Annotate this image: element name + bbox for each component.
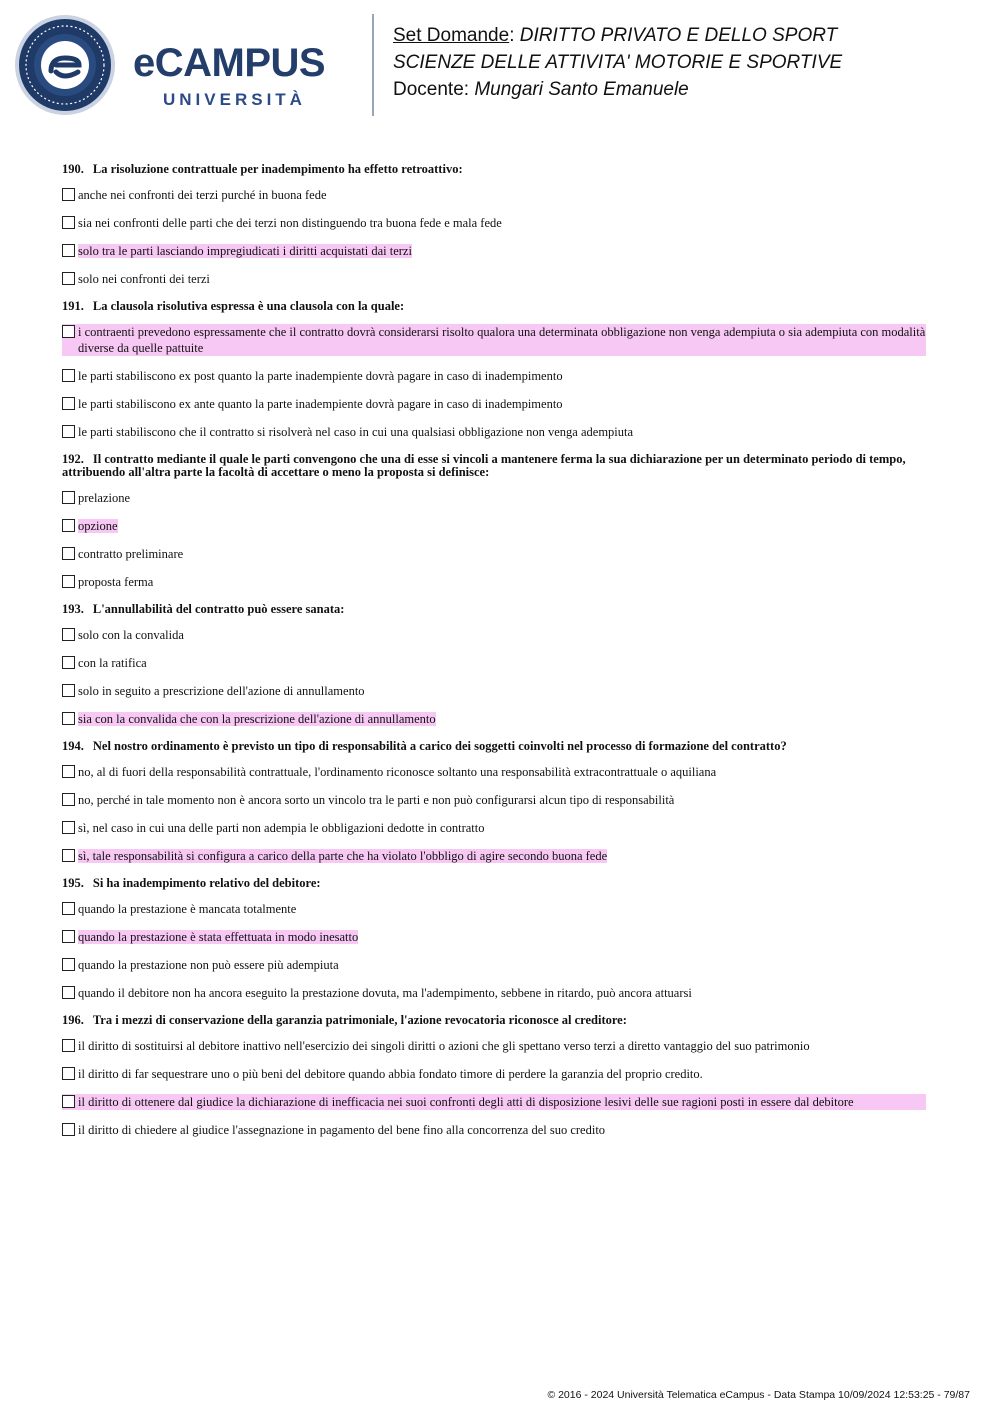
question-text: Si ha inadempimento relativo del debitore:	[92, 876, 321, 890]
question-text: La clausola risolutiva espressa è una clausola con la quale:	[92, 299, 405, 313]
teacher-line	[393, 76, 983, 103]
question-number: 195.	[62, 876, 84, 890]
question-number: 191.	[62, 299, 84, 313]
question-text: Nel nostro ordinamento è previsto un tipo di responsabilità a carico dei soggetti coinvolti nel processo di formazione del contratto?	[92, 739, 787, 753]
question-text: Tra i mezzi di conservazione della garanzia patrimoniale, l'azione revocatoria riconosce al creditore:	[92, 1013, 627, 1027]
answer-checkbox[interactable]	[62, 1095, 75, 1108]
answer-option	[62, 655, 932, 671]
answer-text: le parti stabiliscono che il contratto si risolverà nel caso in cui una qualsiasi obbligazione non venga adempiuta	[78, 425, 634, 439]
answer-option	[62, 792, 932, 808]
answer-option	[62, 985, 932, 1001]
answer-option	[62, 271, 932, 287]
answer-text-wrap	[78, 243, 932, 259]
answer-text: sì, tale responsabilità si configura a carico della parte che ha violato l'obbligo di agire secondo buona fede	[78, 849, 608, 863]
answer-text-wrap	[78, 271, 932, 287]
answer-text: con la ratifica	[78, 656, 147, 670]
answer-option	[62, 1066, 932, 1082]
answer-option	[62, 901, 932, 917]
answer-checkbox[interactable]	[62, 188, 75, 201]
answer-text: sì, nel caso in cui una delle parti non adempia le obbligazioni dedotte in contratto	[78, 821, 485, 835]
answer-checkbox[interactable]	[62, 575, 75, 588]
answer-checkbox[interactable]	[62, 958, 75, 971]
question-block	[62, 1014, 932, 1138]
answer-option	[62, 187, 932, 203]
answer-text-wrap	[78, 396, 932, 412]
answer-option	[62, 215, 932, 231]
answer-option-correct	[62, 711, 932, 727]
answer-checkbox[interactable]	[62, 369, 75, 382]
teacher-name: Mungari Santo Emanuele	[474, 79, 689, 100]
answer-text: le parti stabiliscono ex ante quanto la parte inadempiente dovrà pagare in caso di inadempimento	[78, 397, 563, 411]
answer-text-wrap	[78, 1122, 932, 1138]
answer-text: quando la prestazione è stata effettuata in modo inesatto	[78, 930, 359, 944]
answer-checkbox[interactable]	[62, 986, 75, 999]
answer-text: anche nei confronti dei terzi purché in buona fede	[78, 188, 327, 202]
answer-option	[62, 683, 932, 699]
answer-text: solo nei confronti dei terzi	[78, 272, 210, 286]
question-title	[62, 163, 932, 176]
answer-option	[62, 1122, 932, 1138]
answer-text-wrap	[78, 1094, 926, 1110]
answer-option-correct	[62, 518, 932, 534]
answer-checkbox[interactable]	[62, 425, 75, 438]
answer-checkbox[interactable]	[62, 397, 75, 410]
answer-checkbox[interactable]	[62, 930, 75, 943]
answer-text: solo con la convalida	[78, 628, 184, 642]
answer-text-wrap	[78, 574, 932, 590]
header-info	[393, 22, 983, 103]
question-title	[62, 740, 932, 753]
answer-text: il diritto di chiedere al giudice l'assegnazione in pagamento del bene fino alla concorrenza del suo credito	[78, 1123, 606, 1137]
answer-option	[62, 396, 932, 412]
answer-checkbox[interactable]	[62, 272, 75, 285]
answer-option	[62, 424, 932, 440]
answer-text-wrap	[78, 215, 932, 231]
page-footer: © 2016 - 2024 Università Telematica eCampus - Data Stampa 10/09/2024 12:53:25 - 79/87	[547, 1389, 970, 1401]
answer-checkbox[interactable]	[62, 519, 75, 532]
answer-checkbox[interactable]	[62, 765, 75, 778]
ecampus-seal-logo	[14, 14, 116, 116]
course-subtitle: SCIENZE DELLE ATTIVITA' MOTORIE E SPORTIVE	[393, 52, 843, 73]
answer-text-wrap	[78, 711, 932, 727]
answer-text: solo tra le parti lasciando impregiudicati i diritti acquistati dai terzi	[78, 244, 412, 258]
answer-text: sia con la convalida che con la prescrizione dell'azione di annullamento	[78, 712, 436, 726]
answer-text-wrap	[78, 901, 932, 917]
answer-checkbox[interactable]	[62, 1123, 75, 1136]
answer-checkbox[interactable]	[62, 821, 75, 834]
answer-text-wrap	[78, 848, 932, 864]
question-text: La risoluzione contrattuale per inadempimento ha effetto retroattivo:	[92, 162, 463, 176]
answer-text-wrap	[78, 368, 932, 384]
answer-option	[62, 820, 932, 836]
brand-name: eCAMPUS	[133, 41, 326, 85]
questions-list	[62, 163, 932, 1151]
page-header	[0, 0, 1000, 130]
answer-option	[62, 368, 932, 384]
answer-checkbox[interactable]	[62, 684, 75, 697]
answer-text-wrap	[78, 985, 932, 1001]
answer-checkbox[interactable]	[62, 656, 75, 669]
answer-text-wrap	[78, 546, 932, 562]
answer-text-wrap	[78, 957, 932, 973]
answer-option-correct	[62, 324, 926, 356]
answer-option	[62, 490, 932, 506]
answer-checkbox[interactable]	[62, 547, 75, 560]
question-block	[62, 740, 932, 864]
answer-text: quando il debitore non ha ancora eseguito la prestazione dovuta, ma l'adempimento, sebbene in ritardo, può ancora attuarsi	[78, 986, 692, 1000]
question-text: L'annullabilità del contratto può essere sanata:	[92, 602, 345, 616]
set-label: Set Domande	[393, 25, 510, 46]
question-text: Il contratto mediante il quale le parti convengono che una di esse si vincoli a mantenere ferma la sua dichiarazione per un determinato periodo di tempo, attribuendo all'altra parte la facoltà di accettare o meno la proposta si definisce:	[62, 452, 906, 479]
answer-option	[62, 1038, 932, 1054]
answer-option	[62, 574, 932, 590]
answer-text-wrap	[78, 1066, 932, 1082]
course-title: DIRITTO PRIVATO E DELLO SPORT	[519, 25, 838, 46]
question-block	[62, 877, 932, 1001]
answer-checkbox[interactable]	[62, 712, 75, 725]
answer-text-wrap	[78, 929, 932, 945]
answer-text-wrap	[78, 627, 932, 643]
answer-text: prelazione	[78, 491, 131, 505]
answer-text: no, perché in tale momento non è ancora sorto un vincolo tra le parti e non può configurarsi alcun tipo di responsabilità	[78, 793, 675, 807]
answer-text: contratto preliminare	[78, 547, 184, 561]
question-title	[62, 453, 932, 479]
question-block	[62, 300, 932, 440]
answer-text-wrap	[78, 683, 932, 699]
answer-checkbox[interactable]	[62, 1067, 75, 1080]
answer-checkbox[interactable]	[62, 849, 75, 862]
answer-checkbox[interactable]	[62, 902, 75, 915]
question-block	[62, 453, 932, 590]
answer-text: quando la prestazione non può essere più adempiuta	[78, 958, 339, 972]
answer-checkbox[interactable]	[62, 793, 75, 806]
answer-text-wrap	[78, 424, 932, 440]
answer-option-correct	[62, 929, 932, 945]
answer-text-wrap	[78, 655, 932, 671]
answer-text: sia nei confronti delle parti che dei terzi non distinguendo tra buona fede e mala fede	[78, 216, 502, 230]
answer-text: le parti stabiliscono ex post quanto la parte inadempiente dovrà pagare in caso di inadempimento	[78, 369, 563, 383]
answer-checkbox[interactable]	[62, 1039, 75, 1052]
answer-text: opzione	[78, 519, 118, 533]
question-number: 193.	[62, 602, 84, 616]
answer-text-wrap	[78, 1038, 932, 1054]
answer-option	[62, 957, 932, 973]
set-line: Set Domande: DIRITTO PRIVATO E DELLO SPORT	[393, 25, 838, 46]
answer-text-wrap	[78, 820, 932, 836]
answer-option	[62, 546, 932, 562]
answer-text-wrap	[78, 764, 932, 780]
question-number: 194.	[62, 739, 84, 753]
header-divider	[372, 14, 374, 116]
answer-checkbox[interactable]	[62, 325, 75, 338]
answer-checkbox[interactable]	[62, 244, 75, 257]
answer-text: no, al di fuori della responsabilità contrattuale, l'ordinamento riconosce soltanto una responsabilità extracontrattuale o aquiliana	[78, 765, 717, 779]
answer-text-wrap	[78, 324, 926, 356]
answer-text-wrap	[78, 187, 932, 203]
question-title	[62, 877, 932, 890]
brand-subtitle: UNIVERSITÀ	[163, 90, 306, 109]
answer-option	[62, 627, 932, 643]
answer-text: quando la prestazione è mancata totalmente	[78, 902, 297, 916]
answer-text-wrap	[78, 792, 932, 808]
answer-text: proposta ferma	[78, 575, 154, 589]
answer-option	[62, 764, 932, 780]
answer-checkbox[interactable]	[62, 491, 75, 504]
question-block	[62, 603, 932, 727]
teacher-label: Docente:	[393, 79, 470, 100]
question-title	[62, 603, 932, 616]
answer-checkbox[interactable]	[62, 628, 75, 641]
question-block	[62, 163, 932, 287]
answer-option-correct	[62, 1094, 926, 1110]
question-title	[62, 1014, 932, 1027]
question-number: 192.	[62, 452, 84, 466]
answer-text: i contraenti prevedono espressamente che il contratto dovrà considerarsi risolto qualora una determinata obbligazione non venga adempiuta o sia adempiuta con modalità diverse da quelle pattuite	[78, 325, 926, 355]
answer-text: il diritto di ottenere dal giudice la dichiarazione di inefficacia nei suoi confronti degli atti di disposizione lesivi delle sue ragioni posti in essere dal debitore	[78, 1095, 854, 1109]
answer-option-correct	[62, 243, 932, 259]
question-number: 196.	[62, 1013, 84, 1027]
answer-text-wrap	[78, 490, 932, 506]
answer-checkbox[interactable]	[62, 216, 75, 229]
answer-text-wrap	[78, 518, 932, 534]
question-number: 190.	[62, 162, 84, 176]
answer-text: solo in seguito a prescrizione dell'azione di annullamento	[78, 684, 365, 698]
answer-text: il diritto di sostituirsi al debitore inattivo nell'esercizio dei singoli diritti o azioni che gli spettano verso terzi a diretto vantaggio del suo patrimonio	[78, 1039, 810, 1053]
ecampus-wordmark	[133, 40, 358, 110]
answer-text: il diritto di far sequestrare uno o più beni del debitore quando abbia fondato timore di perdere la garanzia del proprio credito.	[78, 1067, 703, 1081]
question-title	[62, 300, 932, 313]
answer-option-correct	[62, 848, 932, 864]
